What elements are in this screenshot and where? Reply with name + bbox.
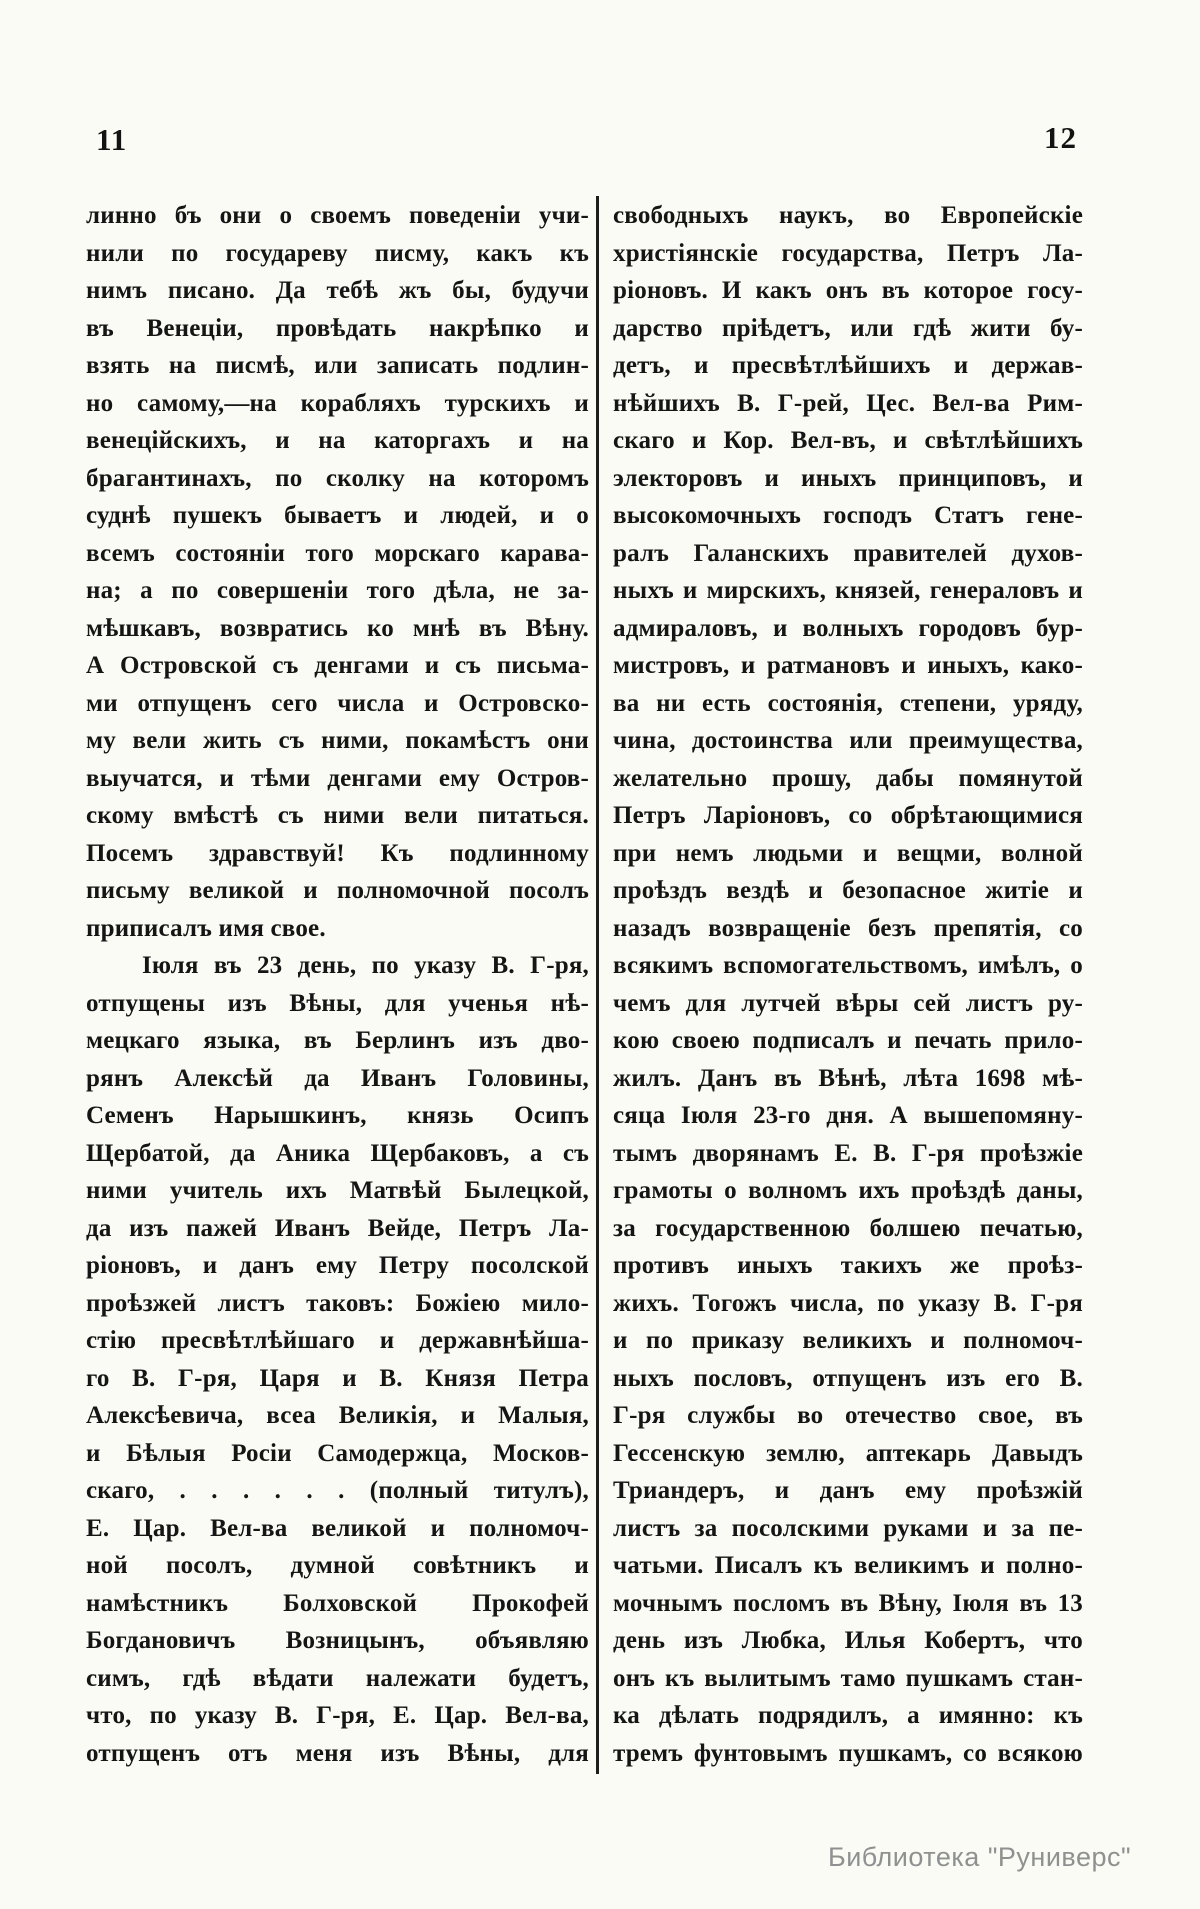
text-line: высокомочныхъ господъ Статъ гене- bbox=[613, 502, 1083, 529]
text-line: при немъ людьми и вещми, волной bbox=[613, 839, 1083, 867]
library-watermark: Библиотека "Руниверс" bbox=[828, 1842, 1132, 1872]
text-line: брагантинахъ, по сколку на которомъ bbox=[86, 464, 589, 492]
text-line: ныхъ и мирскихъ, князей, генераловъ и bbox=[613, 577, 1083, 604]
text-line: и Бѣлыя Росіи Самодержца, Москов- bbox=[86, 1439, 589, 1467]
text-line: всемъ состояніи того морскаго карава- bbox=[86, 539, 589, 567]
text-line: да изъ пажей Иванъ Вейде, Петръ Ла- bbox=[86, 1214, 589, 1242]
text-line: желательно прошу, дабы помянутой bbox=[613, 764, 1083, 792]
text-line: нили по государеву писму, какъ къ bbox=[86, 239, 589, 267]
text-line: Гессенскую землю, аптекарь Давыдъ bbox=[613, 1439, 1083, 1467]
text-line: онъ къ вылитымъ тамо пушкамъ стан- bbox=[613, 1664, 1083, 1692]
text-line: и по приказу великихъ и полномоч- bbox=[613, 1327, 1083, 1354]
text-line: листъ за посолскими руками и за пе- bbox=[613, 1514, 1083, 1542]
text-line: Триандеръ, и данъ ему проѣзжій bbox=[613, 1477, 1083, 1504]
text-line: ними учитель ихъ Матвѣй Былецкой, bbox=[86, 1177, 589, 1204]
text-line: взять на писмѣ, или записать подлин- bbox=[86, 352, 589, 379]
text-line: мистровъ, и ратмановъ и иныхъ, како- bbox=[613, 652, 1083, 679]
text-line: назадъ возвращеніе безъ препятія, со bbox=[613, 914, 1083, 942]
text-line: дарство пріѣдетъ, или гдѣ жити бу- bbox=[613, 314, 1083, 342]
text-line: за государственною болшею печатью, bbox=[613, 1214, 1083, 1242]
text-line: что, по указу В. Г-ря, Е. Цар. Вел-ва, bbox=[86, 1702, 589, 1729]
text-line: Іюля въ 23 день, по указу В. Г-ря, bbox=[142, 952, 589, 979]
text-line: сяца Іюля 23-го дня. А вышепомяну- bbox=[613, 1102, 1083, 1129]
text-line: го В. Г-ря, Царя и В. Князя Петра bbox=[86, 1364, 589, 1392]
column-divider-rule bbox=[596, 196, 599, 1774]
text-line: мочнымъ посломъ въ Вѣну, Іюля въ 13 bbox=[613, 1589, 1083, 1617]
text-line: ріоновъ, и данъ ему Петру посолской bbox=[86, 1252, 589, 1279]
text-line: намѣстникъ Болховской Прокофей bbox=[86, 1589, 589, 1617]
text-line: ва ни есть состоянія, степени, уряду, bbox=[613, 689, 1083, 717]
text-line: нимъ писано. Да тебѣ жъ бы, будучи bbox=[86, 277, 589, 304]
text-line: суднѣ пушекъ бываетъ и людей, и о bbox=[86, 502, 589, 529]
text-line: рянъ Алексѣй да Иванъ Головины, bbox=[86, 1064, 589, 1092]
text-line: выучатся, и тѣми денгами ему Остров- bbox=[86, 764, 589, 792]
text-line: но самому,—на корабляхъ турскихъ и bbox=[86, 389, 589, 417]
text-line: Семенъ Нарышкинъ, князь Осипъ bbox=[86, 1102, 589, 1129]
text-line: въ Венеціи, провѣдать накрѣпко и bbox=[86, 314, 589, 342]
text-line: Щербатой, да Аника Щербаковъ, а съ bbox=[86, 1139, 589, 1167]
text-line: тымъ дворянамъ Е. В. Г-ря проѣзжіе bbox=[613, 1139, 1083, 1167]
text-line: Петръ Ларіоновъ, со обрѣтающимися bbox=[613, 802, 1083, 829]
text-line: Алексѣевича, всеа Великія, и Малыя, bbox=[86, 1402, 589, 1429]
text-line: отпущенъ отъ меня изъ Вѣны, для bbox=[86, 1739, 589, 1767]
text-line: ми отпущенъ сего числа и Островско- bbox=[86, 689, 589, 717]
text-line: чина, достоинства или преимущества, bbox=[613, 727, 1083, 754]
text-line: жихъ. Тогожъ числа, по указу В. Г-ря bbox=[613, 1289, 1083, 1317]
text-line: день изъ Любка, Илья Кобертъ, что bbox=[613, 1627, 1083, 1654]
text-line: электоровъ и иныхъ принциповъ, и bbox=[613, 464, 1083, 492]
text-line: венеційскихъ, и на каторгахъ и на bbox=[86, 427, 589, 454]
text-line: скому вмѣстѣ съ ними вели питаться. bbox=[86, 802, 589, 829]
text-line: Г-ря службы во отечество свое, въ bbox=[613, 1402, 1083, 1429]
text-line: всякимъ вспомогательствомъ, имѣлъ, о bbox=[613, 952, 1083, 979]
text-line: тремъ фунтовымъ пушкамъ, со всякою bbox=[613, 1739, 1083, 1767]
text-line: чемъ для лутчей вѣры сей листъ ру- bbox=[613, 989, 1083, 1017]
text-line: ныхъ пословъ, отпущенъ изъ его В. bbox=[613, 1364, 1083, 1392]
text-line: мецкаго языка, въ Берлинъ изъ дво- bbox=[86, 1027, 589, 1054]
text-line: му вели жить съ ними, покамѣстъ они bbox=[86, 727, 589, 754]
text-line: Посемъ здравствуй! Къ подлинному bbox=[86, 839, 589, 867]
text-line: христіянскіе государства, Петръ Ла- bbox=[613, 239, 1083, 267]
text-line: А Островской съ денгами и съ письма- bbox=[86, 652, 589, 679]
text-line: Е. Цар. Вел-ва великой и полномоч- bbox=[86, 1514, 589, 1542]
text-line: отпущены изъ Вѣны, для ученья нѣ- bbox=[86, 989, 589, 1017]
text-line: грамоты о волномъ ихъ проѣздѣ даны, bbox=[613, 1177, 1083, 1204]
text-line: кою своею подписалъ и печать прило- bbox=[613, 1027, 1083, 1054]
text-line: скаго, . . . . . . (полный титулъ), bbox=[86, 1477, 589, 1504]
text-line: мѣшкавъ, возвратись ко мнѣ въ Вѣну. bbox=[86, 614, 589, 642]
text-line: письму великой и полномочной посолъ bbox=[86, 877, 589, 904]
text-line: ной посолъ, думной совѣтникъ и bbox=[86, 1552, 589, 1579]
text-line: линно бъ они о своемъ поведеніи учи- bbox=[86, 202, 589, 229]
text-line: скаго и Кор. Вел-въ, и свѣтлѣйшихъ bbox=[613, 427, 1083, 454]
text-line: ралъ Галанскихъ правителей духов- bbox=[613, 539, 1083, 567]
text-line: проѣздъ вездѣ и безопасное житіе и bbox=[613, 877, 1083, 904]
left-text-column bbox=[86, 197, 589, 1772]
page-number-right: 12 bbox=[1044, 120, 1077, 155]
text-line: Богдановичъ Возницынъ, объявляю bbox=[86, 1627, 589, 1654]
text-line: противъ иныхъ такихъ же проѣз- bbox=[613, 1252, 1083, 1279]
text-line: проѣзжей листъ таковъ: Божіею мило- bbox=[86, 1289, 589, 1317]
text-line: нѣйшихъ В. Г-рей, Цес. Вел-ва Рим- bbox=[613, 389, 1083, 417]
text-line: чатьми. Писалъ къ великимъ и полно- bbox=[613, 1552, 1083, 1579]
text-line: ка дѣлать подрядилъ, а имянно: къ bbox=[613, 1702, 1083, 1729]
text-line: свободныхъ наукъ, во Европейскіе bbox=[613, 202, 1083, 229]
text-line: ріоновъ. И какъ онъ въ которое госу- bbox=[613, 277, 1083, 304]
right-text-column bbox=[613, 197, 1083, 1772]
text-line: адмираловъ, и волныхъ городовъ бур- bbox=[613, 614, 1083, 642]
text-line: на; а по совершеніи того дѣла, не за- bbox=[86, 577, 589, 604]
text-line: жилъ. Данъ въ Вѣнѣ, лѣта 1698 мѣ- bbox=[613, 1064, 1083, 1092]
text-line: симъ, гдѣ вѣдати належати будетъ, bbox=[86, 1664, 589, 1692]
text-line: стію пресвѣтлѣйшаго и державнѣйша- bbox=[86, 1327, 589, 1354]
text-line: приписалъ имя свое. bbox=[86, 914, 326, 942]
page-number-left: 11 bbox=[96, 122, 128, 157]
text-line: детъ, и пресвѣтлѣйшихъ и держав- bbox=[613, 352, 1083, 379]
